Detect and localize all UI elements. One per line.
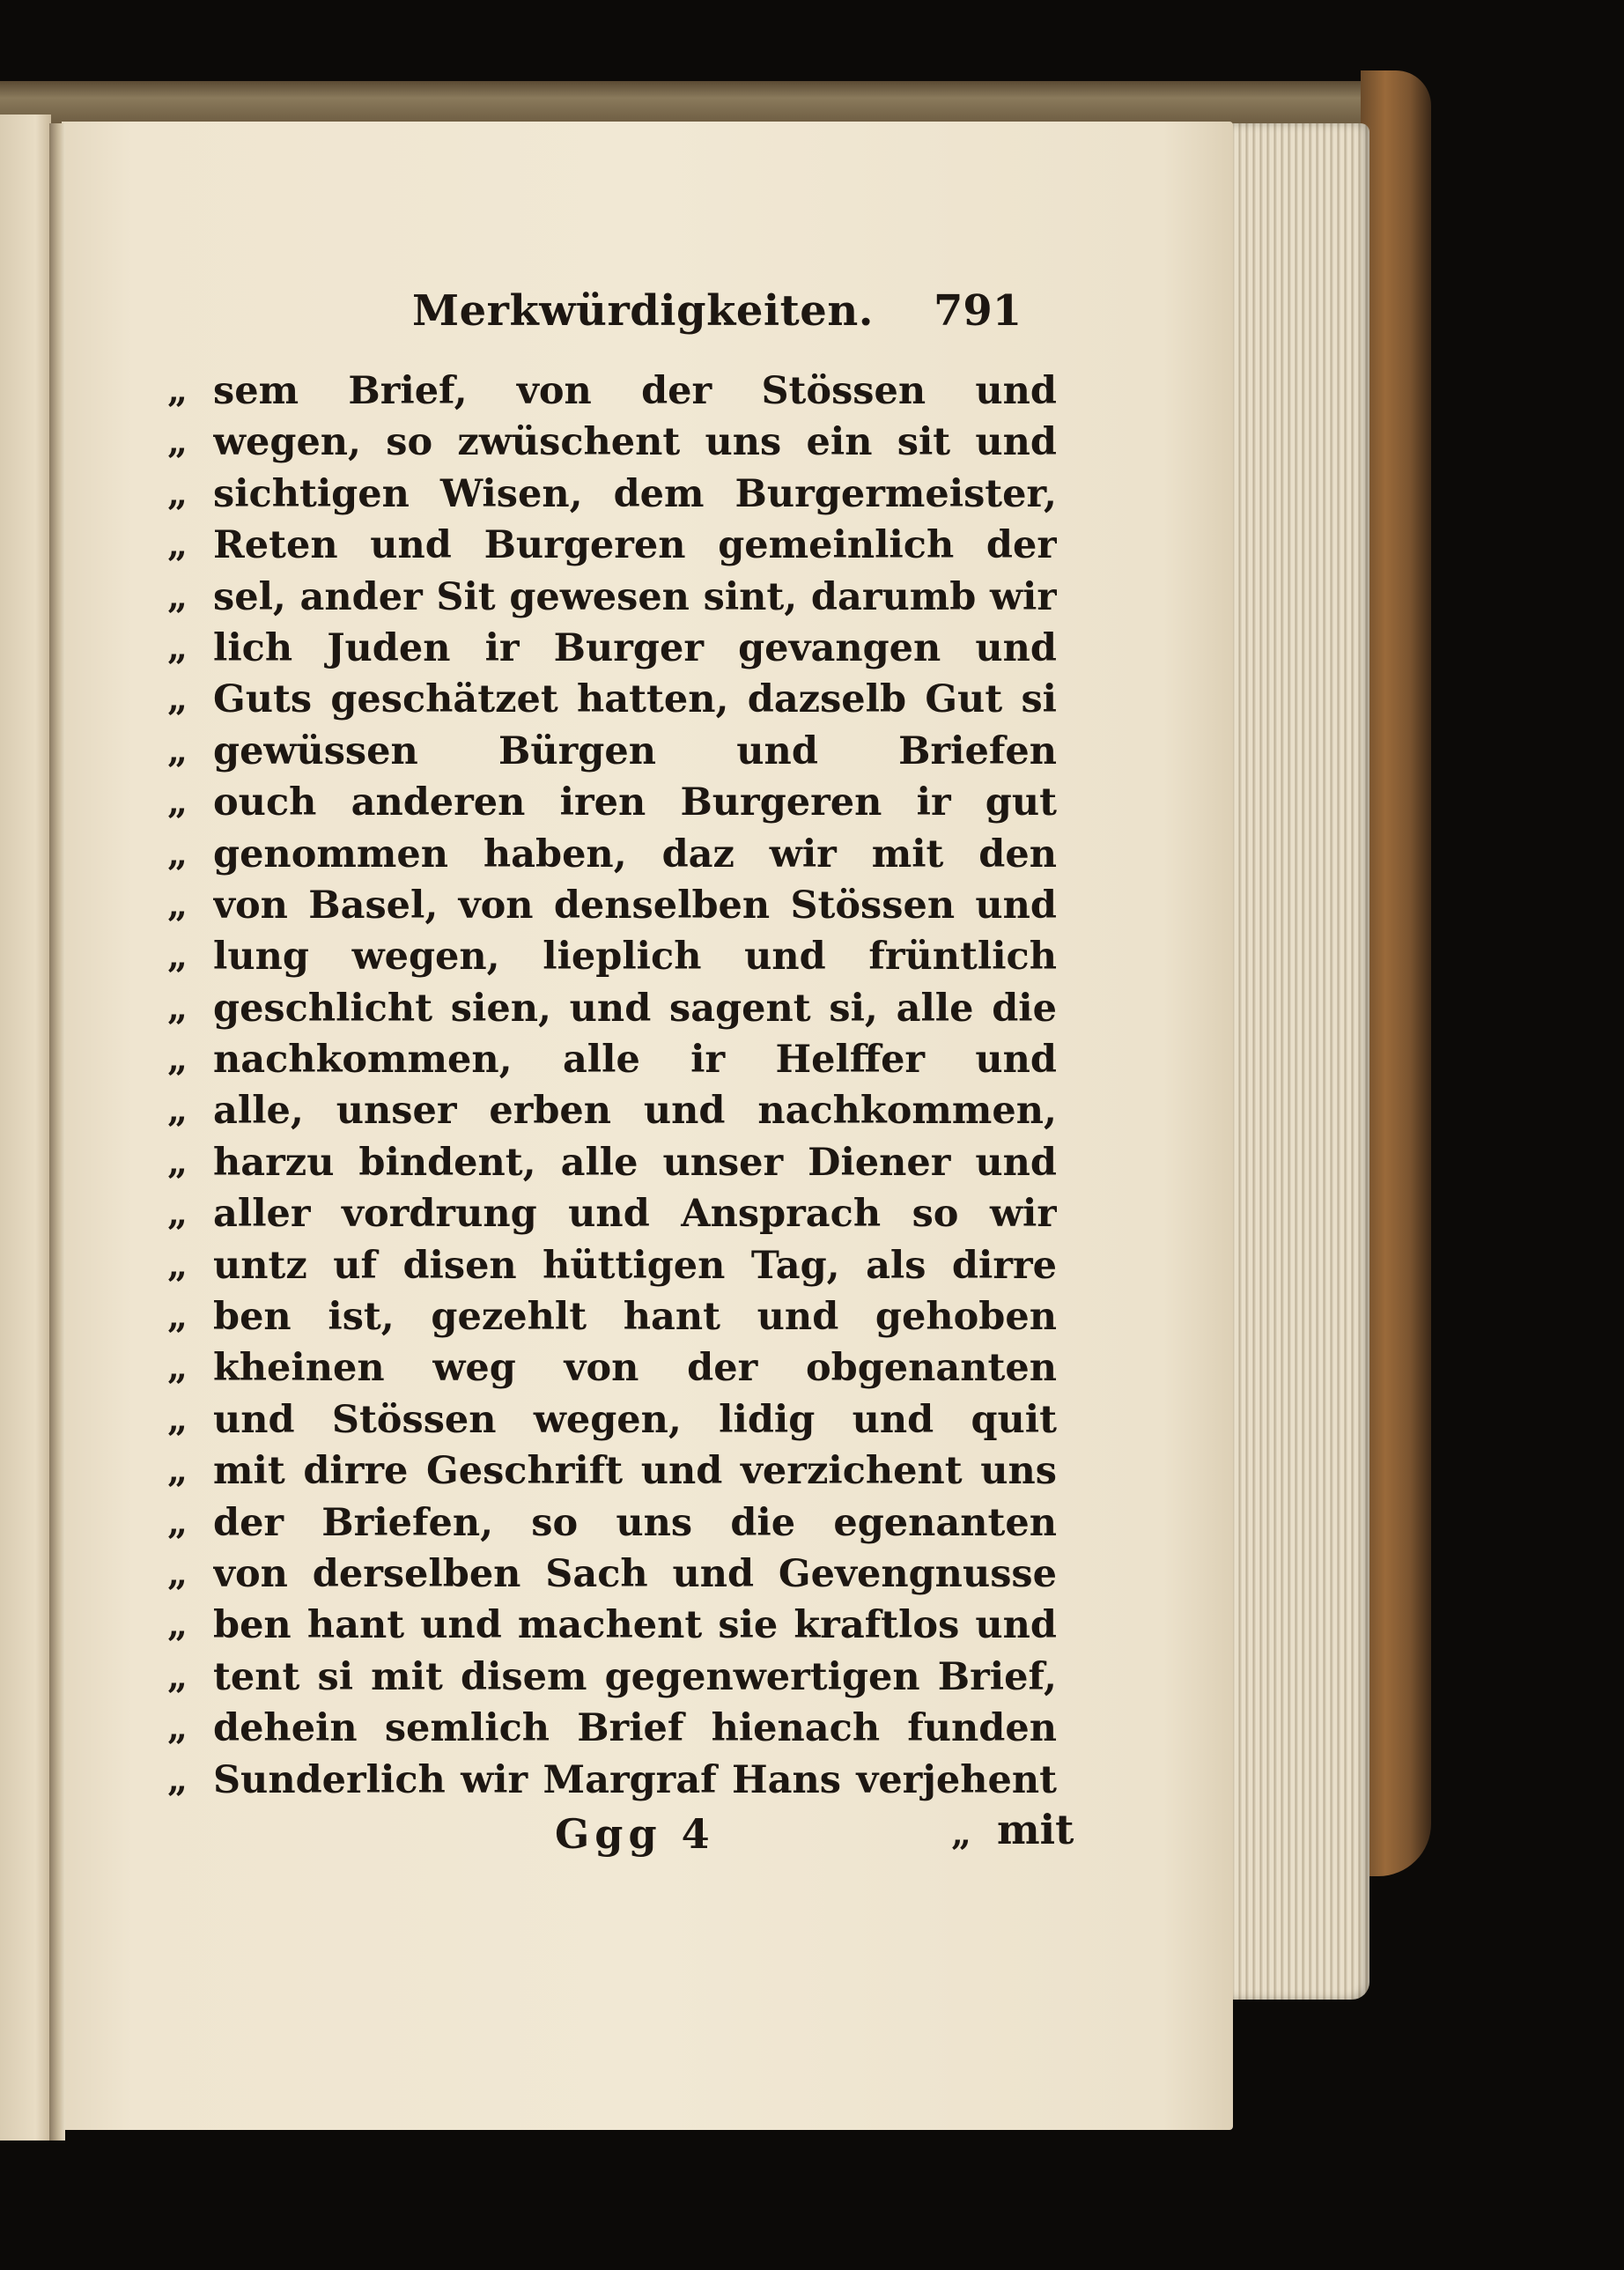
line-text: nachkommen, alle ir Helffer und [213,1038,1057,1083]
quote-mark: „ [167,524,188,566]
quote-mark: „ [167,935,188,978]
line-text: genommen haben, daz wir mit den [213,832,1057,876]
quote-mark: „ [167,1244,188,1286]
quote-mark: „ [167,884,188,926]
quote-mark: „ [167,472,188,514]
catchword-quote-mark: „ [951,1813,972,1854]
text-line [167,623,1057,674]
line-text: mit dirre Geschrift und verzichent uns [213,1449,1057,1494]
quote-mark: „ [167,1450,188,1492]
text-line [167,1549,1057,1600]
quote-mark: „ [167,781,188,824]
text-line [167,1137,1057,1188]
line-text: von derselben Sach und Gevengnusse [213,1551,1057,1596]
page-number: 791 [934,286,1022,336]
text-line [167,1497,1057,1549]
book-cover-top [0,81,1409,123]
text-line [167,983,1057,1034]
line-text: Sunderlich wir Margraf Hans verjehent [213,1757,1057,1802]
line-text: ben hant und machent sie kraftlos und [213,1603,1057,1648]
page-edges [1229,123,1369,2000]
text-line [167,674,1057,725]
quote-mark: „ [167,832,188,875]
text-line [167,1188,1057,1239]
line-text: tent si mit disem gegenwertigen Brief, [213,1654,1057,1699]
text-line [167,726,1057,777]
line-text: lung wegen, lieplich und früntlich [213,935,1057,980]
line-text: Guts geschätzet hatten, dazselb Gut si [213,677,1057,722]
text-line [167,1291,1057,1342]
text-line [167,1342,1057,1394]
quote-mark: „ [167,1604,188,1646]
line-text: untz uf disen hüttigen Tag, als dirre [213,1243,1057,1288]
text-line [167,520,1057,571]
quote-mark: „ [167,1193,188,1235]
line-text: Reten und Burgeren gemeinlich der [213,523,1057,568]
quote-mark: „ [167,370,188,411]
line-text: alle, unser erben und nachkommen, [213,1089,1057,1134]
line-text: ouch anderen iren Burgeren ir gut [213,780,1057,825]
left-page-edge [0,115,51,2141]
quote-mark: „ [167,626,188,669]
text-line [167,829,1057,880]
line-text: von Basel, von denselben Stössen und [213,883,1057,928]
text-line [167,1240,1057,1291]
line-text: und Stössen wegen, lidig und quit [213,1397,1057,1442]
line-text: sel, ander Sit gewesen sint, darumb wir [213,574,1057,619]
line-text: gewüssen Bürgen und Briefen [213,728,1057,773]
quote-mark: „ [167,575,188,617]
quote-mark: „ [167,1758,188,1800]
text-block [167,366,1057,1806]
text-line [167,1703,1057,1754]
text-line [167,417,1057,468]
text-line [167,469,1057,520]
quote-mark: „ [167,1655,188,1697]
text-line [167,1085,1057,1136]
quote-mark: „ [167,1296,188,1338]
signature-mark: Ggg 4 [555,1810,715,1858]
line-text: geschlicht sien, und sagent si, alle die [213,986,1057,1031]
quote-mark: „ [167,1501,188,1543]
line-text: lich Juden ir Burger gevangen und [213,625,1057,670]
book-gutter [49,123,65,2141]
line-text: harzu bindent, alle unser Diener und [213,1140,1057,1185]
line-text: aller vordrung und Ansprach so wir [213,1192,1057,1237]
line-text: sichtigen Wisen, dem Burgermeister, [213,471,1057,516]
text-line [167,880,1057,931]
text-line [167,1755,1057,1806]
line-text: sem Brief, von der Stössen und [213,369,1057,413]
text-line [167,572,1057,623]
text-line [167,1394,1057,1446]
line-text: wegen, so zwüschent uns ein sit und [213,420,1057,465]
quote-mark: „ [167,1347,188,1389]
quote-mark: „ [167,987,188,1029]
line-text: kheinen weg von der obgenanten [213,1346,1057,1391]
line-text: ben ist, gezehlt hant und gehoben [213,1295,1057,1340]
quote-mark: „ [167,678,188,721]
book-cover-right [1361,70,1431,1876]
quote-mark: „ [167,1707,188,1749]
quote-mark: „ [167,1039,188,1081]
quote-mark: „ [167,1398,188,1440]
catchword: mit [997,1806,1074,1853]
quote-mark: „ [167,1090,188,1132]
text-line [167,366,1057,417]
running-head-title: Merkwürdigkeiten. [412,286,874,336]
text-line [167,931,1057,982]
quote-mark: „ [167,421,188,463]
quote-mark: „ [167,729,188,772]
text-line [167,1652,1057,1703]
text-line [167,1600,1057,1651]
text-line [167,1034,1057,1085]
line-text: dehein semlich Brief hienach funden [213,1706,1057,1751]
text-line [167,1446,1057,1497]
text-line [167,777,1057,828]
quote-mark: „ [167,1552,188,1594]
line-text: der Briefen, so uns die egenanten [213,1500,1057,1545]
quote-mark: „ [167,1141,188,1183]
